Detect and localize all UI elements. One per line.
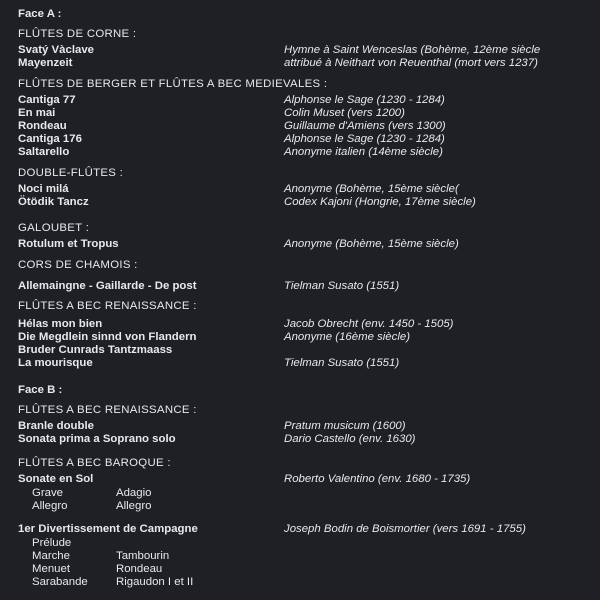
piece-title: Branle double (18, 420, 94, 432)
piece-title: Bruder Cunrads Tantzmaass (18, 344, 173, 356)
piece-credit: Tielman Susato (1551) (284, 357, 400, 369)
piece-credit: Codex Kajoni (Hongrie, 17ème siècle) (284, 196, 476, 208)
piece-title: Mayenzeit (18, 57, 73, 69)
section-heading: CORS DE CHAMOIS : (18, 259, 138, 271)
section-heading: FLÛTES A BEC BAROQUE : (18, 457, 171, 469)
section-heading: FLÛTES DE BERGER ET FLÛTES A BEC MEDIEVALES : (18, 78, 328, 90)
work-credit: Joseph Bodin de Boismortier (vers 1691 - 1755) (284, 523, 526, 535)
piece-title: Rotulum et Tropus (18, 238, 119, 250)
piece-title: Cantiga 176 (18, 133, 82, 145)
piece-title: Ötödik Tancz (18, 196, 89, 208)
face-a-label: Face A : (18, 8, 62, 20)
piece-credit: Tielman Susato (1551) (284, 280, 400, 292)
piece-credit: Anonyme italien (14ème siècle) (284, 146, 443, 158)
piece-credit: Pratum musicum (1600) (284, 420, 406, 432)
piece-credit: Anonyme (Bohème, 15ème siècle( (284, 183, 459, 195)
piece-credit: attribué à Neithart von Reuenthal (mort vers 1237) (284, 57, 538, 69)
piece-title: En mai (18, 107, 56, 119)
piece-title: Allemaingne - Gaillarde - De post (18, 280, 197, 292)
piece-credit: Anonyme (Bohème, 15ème siècle) (284, 238, 459, 250)
piece-title: Rondeau (18, 120, 67, 132)
piece-title: Die Megdlein sinnd von Flandern (18, 331, 197, 343)
work-title: Sonate en Sol (18, 473, 94, 485)
piece-title: Sonata prima a Soprano solo (18, 433, 176, 445)
movement: Allegro (32, 500, 68, 512)
piece-credit: Jacob Obrecht (env. 1450 - 1505) (284, 318, 454, 330)
movement: Rondeau (116, 563, 163, 575)
piece-credit: Anonyme (16ème siècle) (284, 331, 410, 343)
work-title: 1er Divertissement de Campagne (18, 523, 198, 535)
movement: Tambourin (116, 550, 170, 562)
piece-credit: Colin Muset (vers 1200) (284, 107, 405, 119)
movement: Menuet (32, 563, 70, 575)
section-heading: FLÛTES A BEC RENAISSANCE : (18, 404, 197, 416)
movement: Grave (32, 487, 64, 499)
section-heading: GALOUBET : (18, 222, 90, 234)
piece-credit: Alphonse le Sage (1230 - 1284) (284, 94, 445, 106)
piece-title: Hélas mon bien (18, 318, 103, 330)
piece-credit: Hymne à Saint Wenceslas (Bohème, 12ème siècle (284, 44, 541, 56)
piece-title: La mourisque (18, 357, 93, 369)
section-heading: FLÛTES DE CORNE : (18, 28, 137, 40)
piece-credit: Dario Castello (env. 1630) (284, 433, 416, 445)
piece-title: Saltarello (18, 146, 70, 158)
movement: Marche (32, 550, 70, 562)
section-heading: DOUBLE-FLÛTES : (18, 167, 124, 179)
movement: Sarabande (32, 576, 88, 588)
work-credit: Roberto Valentino (env. 1680 - 1735) (284, 473, 471, 485)
movement: Rigaudon I et II (116, 576, 194, 588)
piece-title: Cantiga 77 (18, 94, 76, 106)
piece-title: Svatý Vàclave (18, 44, 94, 56)
movement: Allegro (116, 500, 152, 512)
piece-title: Noci milá (18, 183, 69, 195)
movement: Adagio (116, 487, 152, 499)
movement: Prélude (32, 537, 72, 549)
piece-credit: Alphonse le Sage (1230 - 1284) (284, 133, 445, 145)
section-heading: FLÛTES A BEC RENAISSANCE : (18, 300, 197, 312)
face-b-label: Face B : (18, 384, 63, 396)
piece-credit: Guillaume d'Amiens (vers 1300) (284, 120, 446, 132)
